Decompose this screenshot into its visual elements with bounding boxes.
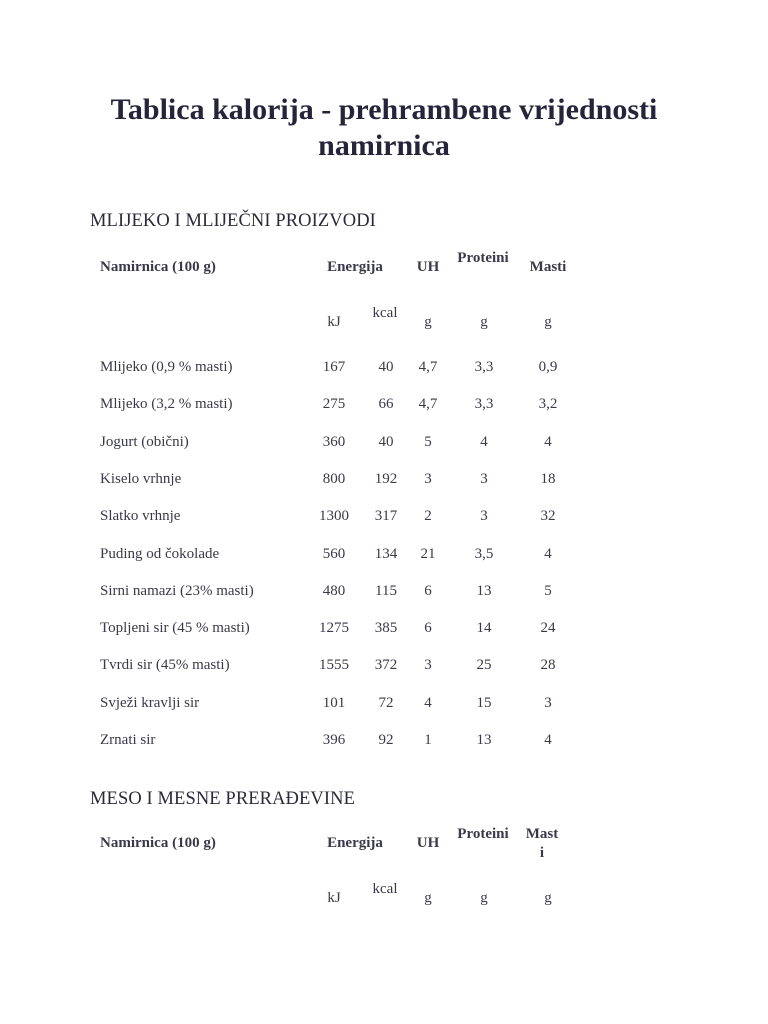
cell-name: Mlijeko (3,2 % masti) xyxy=(100,396,233,413)
cell-name: Mlijeko (0,9 % masti) xyxy=(100,359,233,375)
cell-protein: 3 xyxy=(480,508,488,525)
cell-name: Zrnati sir xyxy=(100,732,156,748)
cell-fat: 24 xyxy=(540,620,556,637)
cell-kj: 275 xyxy=(322,396,346,413)
cell-uh: 3 xyxy=(424,657,432,674)
cell-kcal: 317 xyxy=(374,508,398,525)
cell-fat: 28 xyxy=(540,657,556,674)
cell-fat: 0,9 xyxy=(538,359,558,375)
cell-name: Sirni namazi (23% masti) xyxy=(100,582,254,599)
cell-kcal: 115 xyxy=(375,582,397,599)
cell-kj: 800 xyxy=(322,470,346,487)
cell-name: Tvrdi sir (45% masti) xyxy=(100,657,230,674)
cell-name: Kiselo vrhnje xyxy=(100,470,182,487)
cell-kcal: 134 xyxy=(374,545,398,562)
table-row xyxy=(90,619,590,639)
unit-kcal: kcal xyxy=(372,881,398,897)
col-header-protein: Proteini xyxy=(457,250,509,266)
table-row xyxy=(90,545,590,565)
cell-kj: 101 xyxy=(322,694,346,711)
cell-uh: 4,7 xyxy=(418,359,438,375)
cell-protein: 3 xyxy=(480,470,488,487)
cell-kcal: 72 xyxy=(378,694,394,711)
cell-protein: 3,3 xyxy=(474,396,494,413)
unit-protein: g xyxy=(480,314,488,330)
cell-protein: 4 xyxy=(480,433,488,450)
section-heading-meat: MESO I MESNE PRERAĐEVINE xyxy=(90,789,356,809)
cell-kj: 1300 xyxy=(319,508,349,525)
cell-kcal: 372 xyxy=(374,657,398,674)
cell-name: Slatko vrhnje xyxy=(100,508,181,525)
cell-protein: 13 xyxy=(476,732,492,748)
cell-uh: 6 xyxy=(424,582,432,599)
unit-protein: g xyxy=(480,890,488,906)
cell-fat: 3,2 xyxy=(538,396,558,413)
table-units-row xyxy=(90,880,590,906)
cell-kcal: 192 xyxy=(374,470,398,487)
col-header-energy: Energija xyxy=(327,835,383,851)
cell-fat: 4 xyxy=(544,545,552,562)
table-row xyxy=(90,470,590,490)
table-header-row xyxy=(90,250,590,275)
unit-kcal: kcal xyxy=(372,305,398,321)
cell-kj: 396 xyxy=(322,732,346,748)
cell-kcal: 66 xyxy=(378,396,394,413)
table-row xyxy=(90,582,590,602)
cell-fat: 4 xyxy=(544,732,552,748)
cell-uh: 4 xyxy=(424,694,432,711)
unit-kj: kJ xyxy=(327,314,341,330)
cell-name: Svježi kravlji sir xyxy=(100,694,200,711)
table-row xyxy=(90,731,590,751)
col-header-fat: Masti xyxy=(525,826,559,861)
col-header-uh: UH xyxy=(416,259,440,275)
cell-fat: 5 xyxy=(544,582,552,599)
unit-fat: g xyxy=(544,890,552,906)
unit-uh: g xyxy=(424,314,432,330)
col-header-name: Namirnica (100 g) xyxy=(100,835,216,851)
table-row xyxy=(90,507,590,527)
cell-kcal: 385 xyxy=(374,620,398,637)
cell-uh: 2 xyxy=(424,508,432,525)
cell-protein: 14 xyxy=(476,620,492,637)
col-header-energy: Energija xyxy=(327,259,383,275)
table-row xyxy=(90,656,590,676)
cell-fat: 18 xyxy=(540,470,556,487)
cell-uh: 21 xyxy=(420,545,436,562)
section-heading-dairy: MLIJEKO I MLIJEČNI PROIZVODI xyxy=(90,211,376,231)
unit-kj: kJ xyxy=(327,890,341,906)
cell-protein: 13 xyxy=(476,582,492,599)
cell-uh: 3 xyxy=(424,470,432,487)
table-row xyxy=(90,694,590,714)
cell-name: Topljeni sir (45 % masti) xyxy=(100,620,250,637)
col-header-protein: Proteini xyxy=(457,826,509,842)
cell-kcal: 92 xyxy=(378,732,394,748)
unit-fat: g xyxy=(544,314,552,330)
cell-uh: 1 xyxy=(424,732,432,748)
table-row xyxy=(90,433,590,453)
cell-kj: 360 xyxy=(322,433,346,450)
cell-kj: 167 xyxy=(322,359,346,375)
cell-protein: 3,5 xyxy=(474,545,494,562)
cell-uh: 5 xyxy=(424,433,432,450)
col-header-name: Namirnica (100 g) xyxy=(100,259,216,275)
cell-kj: 1555 xyxy=(319,657,349,674)
cell-kj: 560 xyxy=(322,545,346,562)
cell-fat: 32 xyxy=(540,508,556,525)
table-units-row xyxy=(90,304,590,330)
cell-name: Jogurt (obični) xyxy=(100,433,189,450)
cell-name: Puding od čokolade xyxy=(100,545,220,562)
table-header-row xyxy=(90,826,590,861)
cell-fat: 3 xyxy=(544,694,552,711)
cell-kj: 1275 xyxy=(319,620,349,637)
col-header-fat: Masti xyxy=(529,259,567,275)
table-row xyxy=(90,358,590,378)
cell-protein: 15 xyxy=(476,694,492,711)
cell-uh: 6 xyxy=(424,620,432,637)
cell-kj: 480 xyxy=(322,582,346,599)
unit-uh: g xyxy=(424,890,432,906)
page-title: Tablica kalorija - prehrambene vrijednosti namirnica xyxy=(110,93,658,162)
col-header-uh: UH xyxy=(416,835,440,851)
cell-protein: 25 xyxy=(476,657,492,674)
cell-kcal: 40 xyxy=(378,359,394,375)
table-row xyxy=(90,395,590,415)
cell-protein: 3,3 xyxy=(474,359,494,375)
cell-fat: 4 xyxy=(544,433,552,450)
cell-kcal: 40 xyxy=(378,433,394,450)
cell-uh: 4,7 xyxy=(418,396,438,413)
